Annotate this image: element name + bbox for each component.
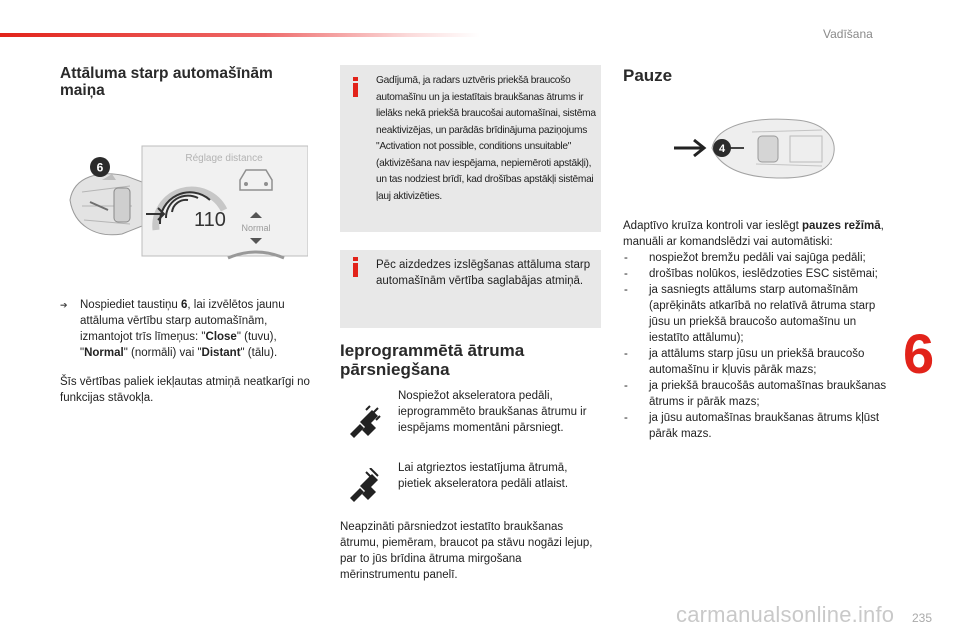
pause-intro bbox=[623, 218, 893, 250]
accelerate-text: Nospiežot akseleratora pedāli, ieprogrammēto braukšanas ātrumu ir iespējams momentāni pārsniegt. bbox=[398, 390, 587, 434]
list-item bbox=[623, 346, 893, 378]
dash: - bbox=[624, 348, 628, 360]
callout-number: 6 bbox=[96, 160, 104, 175]
list-item bbox=[623, 266, 893, 282]
bullet-text: Nospiediet taustiņu bbox=[80, 299, 182, 311]
release-text: Lai atgrieztos iestatījuma ātrumā, pietiek akseleratora pedāli atlaist. bbox=[398, 462, 569, 490]
distance-setting-illustration bbox=[60, 140, 308, 260]
list-item-text: ja jūsu automašīnas braukšanas ātrums kļūst pārāk mazs. bbox=[649, 412, 880, 440]
accelerator-release-icon bbox=[346, 468, 382, 506]
arrow-right-icon bbox=[674, 140, 704, 156]
screen-title: Réglage distance bbox=[185, 153, 263, 164]
pause-description bbox=[623, 218, 893, 442]
title-line: Ieprogrammētā ātruma bbox=[340, 341, 525, 360]
instruction-bullet bbox=[60, 297, 315, 361]
dash: - bbox=[624, 380, 628, 392]
dash: - bbox=[624, 284, 628, 296]
section-title-overspeed bbox=[340, 341, 524, 379]
intro-bold: pauzes režīmā bbox=[801, 220, 881, 232]
list-item-text: nospiežot bremžu pedāli vai sajūga pedāli; bbox=[649, 252, 866, 264]
info-box-activation bbox=[340, 65, 601, 232]
list-item bbox=[623, 282, 893, 346]
list-item bbox=[623, 250, 893, 266]
bullet-text: " (normāli) vai " bbox=[123, 347, 202, 359]
dash: - bbox=[624, 252, 628, 264]
list-item bbox=[623, 410, 893, 442]
set-speed-display: 110 bbox=[194, 209, 226, 231]
title-line: pārsniegšana bbox=[340, 360, 450, 379]
page-number: 235 bbox=[912, 611, 933, 625]
info-text: Pēc aizdedzes izslēgšanas attāluma starp automašīnām vērtība saglabājas atmiņā. bbox=[376, 259, 591, 287]
bullet-text: " (tālu). bbox=[240, 347, 278, 359]
button-number: 6 bbox=[181, 299, 188, 311]
section-header: Vadīšana bbox=[823, 27, 873, 41]
bullet-text: " (tuvu), " bbox=[80, 331, 277, 359]
bullet-arrow-icon: ➔ bbox=[60, 300, 68, 310]
top-accent-bar bbox=[0, 33, 480, 37]
distance-mode-label: Normal bbox=[241, 223, 271, 233]
dash: - bbox=[624, 412, 628, 424]
info-icon bbox=[351, 257, 360, 277]
list-item-text: ja attālums starp jūsu un priekšā braucošo automašīnu ir kļuvis pārāk mazs; bbox=[649, 348, 865, 376]
dash: - bbox=[624, 268, 628, 280]
pause-button-illustration bbox=[672, 112, 840, 184]
accelerator-press-icon bbox=[346, 404, 382, 442]
list-item bbox=[623, 378, 893, 410]
memory-paragraph: Šīs vērtības paliek iekļautas atmiņā neatkarīgi no funkcijas stāvokļa. bbox=[60, 376, 310, 404]
title-line: maiņa bbox=[60, 82, 105, 99]
info-icon bbox=[351, 77, 360, 97]
level-normal: Normal bbox=[84, 347, 124, 359]
info-box-memory bbox=[340, 250, 601, 328]
intro-text: Adaptīvo kruīza kontroli var ieslēgt bbox=[623, 220, 802, 232]
list-item-text: ja priekšā braucošās automašīnas braukšanas ātrums ir pārāk mazs; bbox=[649, 380, 887, 408]
section-title-distance bbox=[60, 65, 273, 99]
section-title-pause: Pauze bbox=[623, 66, 673, 85]
bullet-text: , lai izvēlētos jaunu attāluma vērtību starp automašīnām, izmantojot trīs līmeņus: " bbox=[80, 299, 285, 343]
title-line: Attāluma starp automašīnām bbox=[60, 65, 273, 82]
info-text: Gadījumā, ja radars uztvēris priekšā braucošo automašīnu un ja iestatītais braukšanas ātrums ir lielāks nekā priekšā braucošai automašīnai, sistēma neaktivizējas, un parādās brīdinājuma paziņojums "Activation not possible, conditions unsuitable" (aktivizēšana nav iespējama, nepiemēroti apstākļi), un tas nodziest brīdī, kad drošības apstākļi sistēmai ļauj aktivizēties. bbox=[376, 75, 596, 202]
list-item-text: drošības nolūkos, ieslēdzoties ESC sistēmai; bbox=[649, 268, 878, 280]
level-close: Close bbox=[205, 331, 237, 343]
intro-text: , manuāli ar komandslēdzi vai automātiski: bbox=[623, 220, 884, 248]
watermark: carmanualsonline.info bbox=[676, 602, 895, 627]
overspeed-warning-paragraph: Neapzināti pārsniedzot iestatīto braukšanas ātrumu, piemēram, braucot pa stāvu nogāzi lejup, par to jūs brīdina ātruma mirgošana mērinstrumentu panelī. bbox=[340, 521, 593, 581]
callout-number: 4 bbox=[718, 143, 726, 155]
list-item-text: ja sasniegts attālums starp automašīnām (aprēķināts atkarībā no relatīvā ātruma starp jūsu un priekšā braucošo automašīnu un iestatīto attālumu); bbox=[649, 284, 876, 344]
chapter-number: 6 bbox=[903, 322, 935, 385]
level-distant: Distant bbox=[201, 347, 241, 359]
